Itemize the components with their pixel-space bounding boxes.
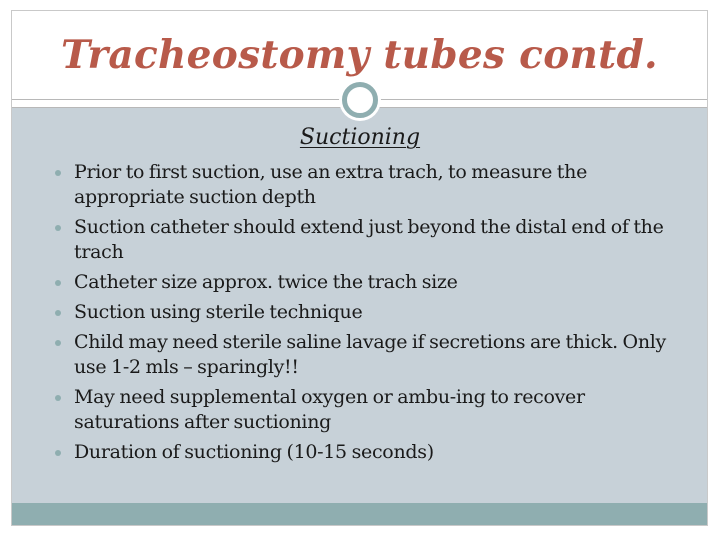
bullet-text: Duration of suctioning (10-15 seconds) [74, 441, 434, 463]
bullet-text: Prior to first suction, use an extra trach, to measure the appropriate suction depth [74, 161, 588, 208]
bullet-dot-icon [55, 450, 61, 456]
bullet-dot-icon [55, 280, 61, 286]
bullet-item [52, 270, 692, 295]
bullet-list [52, 160, 692, 470]
bullet-dot-icon [55, 395, 61, 401]
bullet-item [52, 215, 692, 265]
subtitle-text: Suctioning [299, 125, 421, 150]
slide-subtitle [0, 124, 720, 152]
bullet-text: Suction using sterile technique [74, 301, 363, 323]
slide-title: Tracheostomy tubes contd. [61, 32, 658, 78]
bullet-item [52, 160, 692, 210]
ring-icon [342, 82, 378, 118]
bullet-dot-icon [55, 340, 61, 346]
bullet-text: May need supplemental oxygen or ambu-ing to recover saturations after suctioning [74, 386, 585, 433]
bullet-item [52, 440, 692, 465]
bullet-item [52, 385, 692, 435]
bullet-text: Catheter size approx. twice the trach size [74, 271, 458, 293]
bullet-text: Suction catheter should extend just beyond the distal end of the trach [74, 216, 664, 263]
circle-ornament-icon [339, 79, 381, 121]
bullet-dot-icon [55, 225, 61, 231]
bullet-item [52, 300, 692, 325]
footer-bar [12, 503, 707, 525]
bullet-text: Child may need sterile saline lavage if secretions are thick. Only use 1-2 mls – sparingly!! [74, 331, 666, 378]
bullet-dot-icon [55, 310, 61, 316]
bullet-dot-icon [55, 170, 61, 176]
bullet-item [52, 330, 692, 380]
